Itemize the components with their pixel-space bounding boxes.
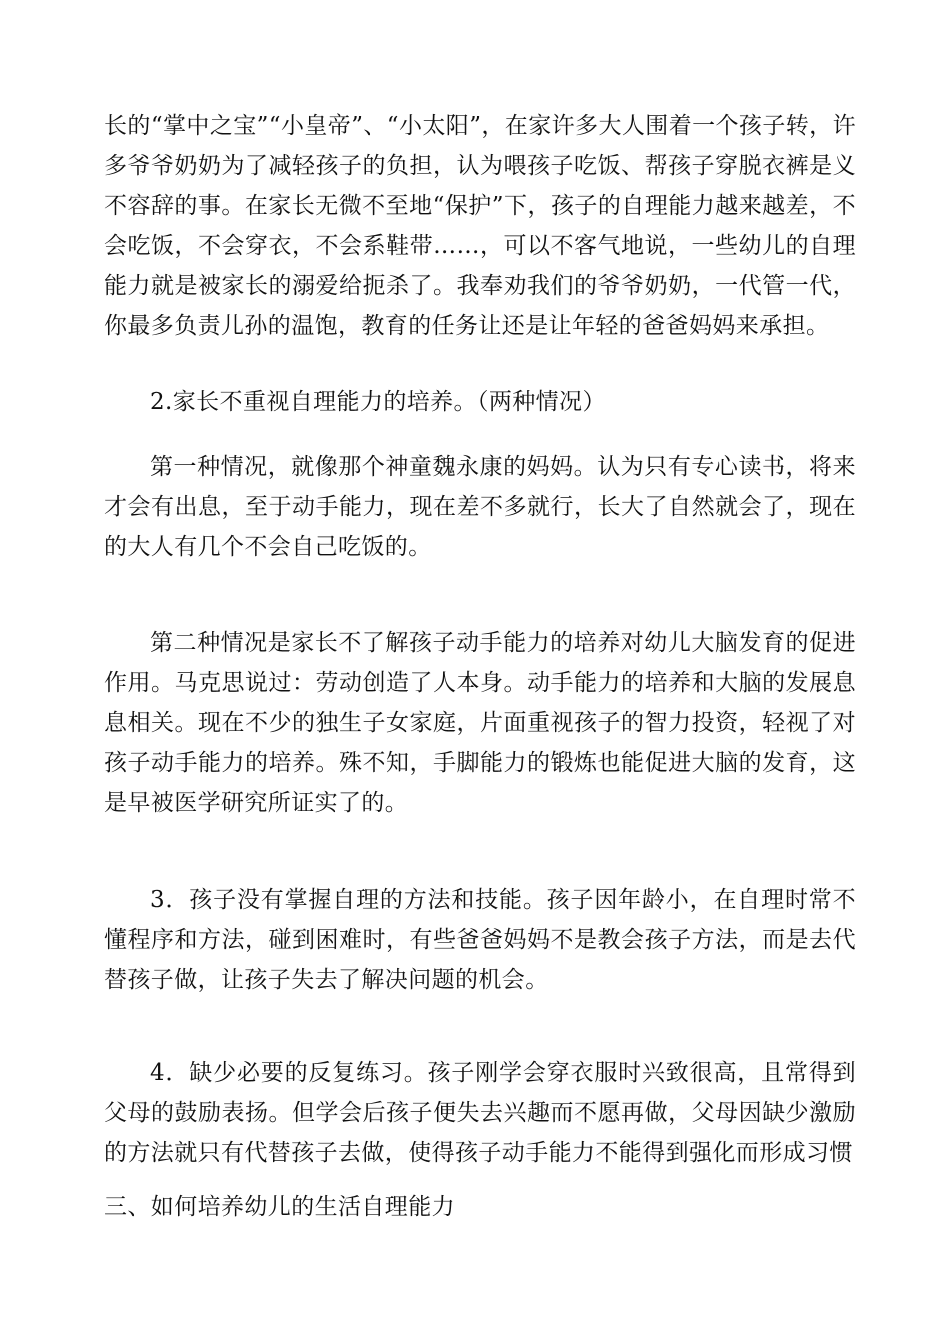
list-item-lack-of-practice: 4．缺少必要的反复练习。孩子刚学会穿衣服时兴致很高，且常得到父母的鼓励表扬。但学会后孩子便失去兴趣而不愿再做，父母因缺少激励的方法就只有代替孩子去做，使得孩子动手能力不能得到强化而形成习惯 — [104, 1060, 856, 1166]
paragraph-first-case: 第一种情况，就像那个神童魏永康的妈妈。认为只有专心读书，将来才会有出息，至于动手能力，现在差不多就行，长大了自然就会了，现在的大人有几个不会自己吃饭的。 — [104, 454, 856, 560]
list-item-parents-ignore-self-care: 2.家长不重视自理能力的培养。（两种情况） — [150, 389, 606, 415]
paragraph-second-case: 第二种情况是家长不了解孩子动手能力的培养对幼儿大脑发育的促进作用。马克思说过：劳动创造了人本身。动手能力的培养和大脑的发展息息相关。现在不少的独生子女家庭，片面重视孩子的智力投资，轻视了对孩子动手能力的培养。殊不知，手脚能力的锻炼也能促进大脑的发育，这是早被医学研究所证实了的。 — [104, 630, 856, 816]
list-item-lack-of-methods: 3．孩子没有掌握自理的方法和技能。孩子因年龄小，在自理时常不懂程序和方法，碰到困难时，有些爸爸妈妈不是教会孩子方法，而是去代替孩子做，让孩子失去了解决问题的机会。 — [104, 887, 856, 993]
paragraph-grandparents-doting: 长的“掌中之宝”“小皇帝”、“小太阳”，在家许多大人围着一个孩子转，许多爷爷奶奶为了减轻孩子的负担，认为喂孩子吃饭、帮孩子穿脱衣裤是义不容辞的事。在家长无微不至地“保护”下，孩子的自理能力越来越差，不会吃饭，不会穿衣，不会系鞋带……，可以不客气地说，一些幼儿的自理能力就是被家长的溺爱给扼杀了。我奉劝我们的爷爷奶奶，一代管一代，你最多负责儿孙的温饱，教育的任务让还是让年轻的爸爸妈妈来承担。 — [104, 113, 856, 339]
section-heading-how-to-cultivate: 三、如何培养幼儿的生活自理能力 — [104, 1194, 455, 1220]
